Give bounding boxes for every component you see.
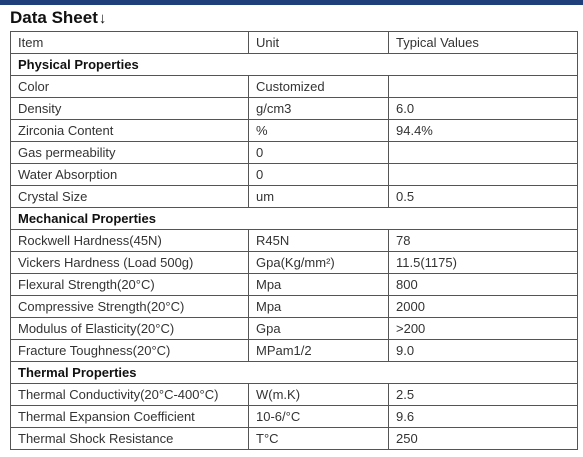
cell-typical-value: 2.5 xyxy=(389,384,578,406)
cell-unit: Customized xyxy=(249,76,389,98)
cell-item: Gas permeability xyxy=(11,142,249,164)
cell-typical-value: 94.4% xyxy=(389,120,578,142)
cell-item: Fracture Toughness(20°C) xyxy=(11,340,249,362)
cell-item: Zirconia Content xyxy=(11,120,249,142)
table-row xyxy=(11,120,578,142)
cell-item: Water Absorption xyxy=(11,164,249,186)
cell-typical-value: 6.0 xyxy=(389,98,578,120)
section-title: Physical Properties xyxy=(11,54,578,76)
header-cell-typical-values: Typical Values xyxy=(389,32,578,54)
cell-typical-value: >200 xyxy=(389,318,578,340)
cell-typical-value: 250 xyxy=(389,428,578,450)
cell-unit: 10-6/°C xyxy=(249,406,389,428)
page-title xyxy=(10,7,106,30)
cell-item: Rockwell Hardness(45N) xyxy=(11,230,249,252)
table-row xyxy=(11,318,578,340)
table-row xyxy=(11,274,578,296)
cell-typical-value: 78 xyxy=(389,230,578,252)
page-title-text: Data Sheet xyxy=(10,8,98,27)
cell-item: Compressive Strength(20°C) xyxy=(11,296,249,318)
cell-item: Vickers Hardness (Load 500g) xyxy=(11,252,249,274)
section-header-row xyxy=(11,54,578,76)
cell-unit: um xyxy=(249,186,389,208)
table-row xyxy=(11,142,578,164)
table-row xyxy=(11,186,578,208)
header-cell-unit: Unit xyxy=(249,32,389,54)
cell-item: Thermal Conductivity(20°C-400°C) xyxy=(11,384,249,406)
table-row xyxy=(11,340,578,362)
section-header-row xyxy=(11,362,578,384)
cell-item: Color xyxy=(11,76,249,98)
cell-unit: MPam1/2 xyxy=(249,340,389,362)
cell-unit: Mpa xyxy=(249,274,389,296)
cell-typical-value xyxy=(389,142,578,164)
cell-item: Modulus of Elasticity(20°C) xyxy=(11,318,249,340)
cell-typical-value xyxy=(389,76,578,98)
cell-unit: g/cm3 xyxy=(249,98,389,120)
table-row xyxy=(11,384,578,406)
table-row xyxy=(11,252,578,274)
cell-typical-value: 0.5 xyxy=(389,186,578,208)
cell-item: Crystal Size xyxy=(11,186,249,208)
table-header-row xyxy=(11,32,578,54)
header-cell-item: Item xyxy=(11,32,249,54)
section-title: Mechanical Properties xyxy=(11,208,578,230)
table-row xyxy=(11,98,578,120)
table-row xyxy=(11,406,578,428)
cell-unit: 0 xyxy=(249,142,389,164)
cell-unit: Gpa(Kg/mm²) xyxy=(249,252,389,274)
data-sheet-body xyxy=(11,32,578,450)
cell-unit: R45N xyxy=(249,230,389,252)
cell-typical-value: 9.6 xyxy=(389,406,578,428)
cell-typical-value: 800 xyxy=(389,274,578,296)
down-arrow-icon: ↓ xyxy=(98,10,107,27)
section-header-row xyxy=(11,208,578,230)
section-title: Thermal Properties xyxy=(11,362,578,384)
cell-typical-value: 11.5(1175) xyxy=(389,252,578,274)
cell-typical-value xyxy=(389,164,578,186)
cell-unit: % xyxy=(249,120,389,142)
cell-item: Thermal Shock Resistance xyxy=(11,428,249,450)
table-row xyxy=(11,230,578,252)
table-row xyxy=(11,164,578,186)
cell-unit: Mpa xyxy=(249,296,389,318)
cell-unit: Gpa xyxy=(249,318,389,340)
table-row xyxy=(11,296,578,318)
data-sheet-table xyxy=(10,31,578,450)
cell-item: Thermal Expansion Coefficient xyxy=(11,406,249,428)
table-row xyxy=(11,76,578,98)
cell-typical-value: 9.0 xyxy=(389,340,578,362)
cell-unit: 0 xyxy=(249,164,389,186)
top-accent-bar xyxy=(0,0,583,5)
cell-typical-value: 2000 xyxy=(389,296,578,318)
cell-unit: T°C xyxy=(249,428,389,450)
cell-item: Density xyxy=(11,98,249,120)
table-row xyxy=(11,428,578,450)
cell-unit: W(m.K) xyxy=(249,384,389,406)
cell-item: Flexural Strength(20°C) xyxy=(11,274,249,296)
